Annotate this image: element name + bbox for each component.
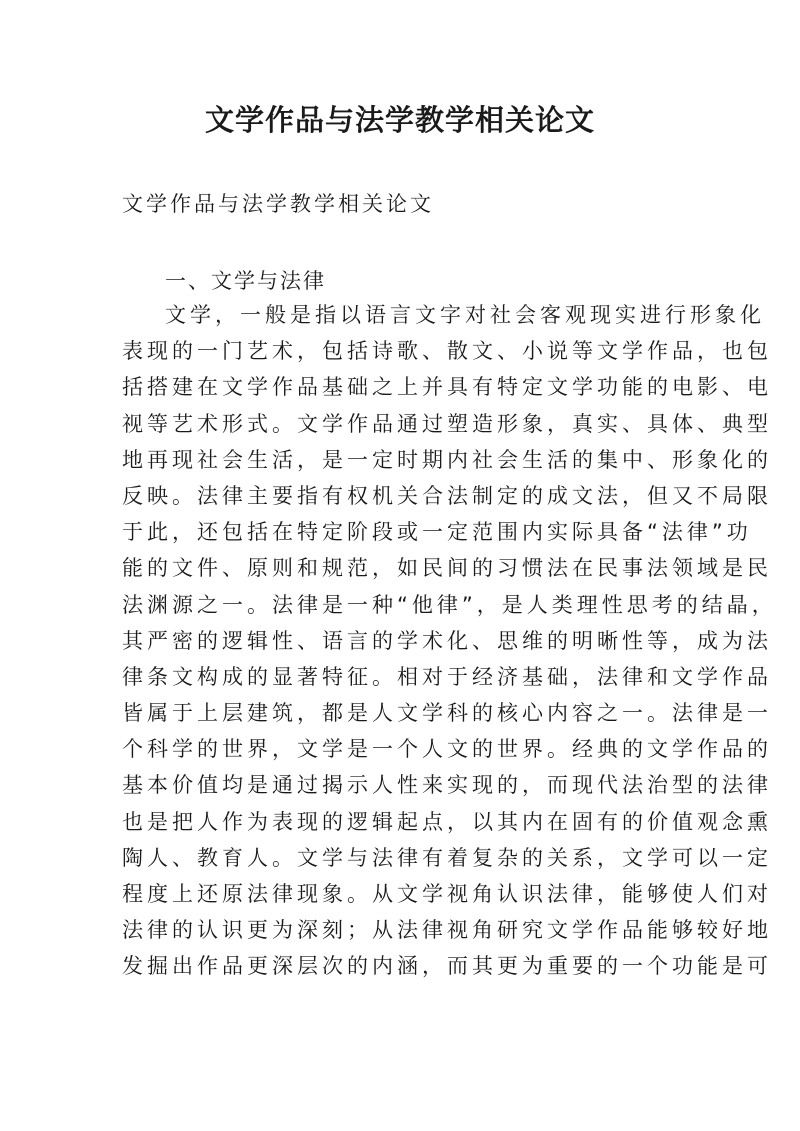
paragraph-line: 地再现社会生活，是一定时期内社会生活的集中、形象化的 (122, 447, 772, 472)
paragraph-line: 能的文件、原则和规范，如民间的习惯法在民事法领域是民 (122, 556, 772, 581)
body-paragraph (122, 297, 777, 985)
paragraph-line: 法律的认识更为深刻；从法律视角研究文学作品能够较好地 (122, 918, 772, 943)
paragraph-line: 文学，一般是指以语言文字对社会客观现实进行形象化 (165, 303, 765, 327)
paragraph-line: 于此，还包括在特定阶段或一定范围内实际具备“法律”功 (122, 520, 752, 545)
paragraph-line: 程度上还原法律现象。从文学视角认识法律，能够使人们对 (122, 882, 772, 906)
paragraph-line: 表现的一门艺术，包括诗歌、散文、小说等文学作品，也包 (122, 339, 772, 364)
paragraph-line: 律条文构成的显著特征。相对于经济基础，法律和文学作品 (122, 664, 772, 689)
paragraph-line: 视等艺术形式。文学作品通过塑造形象，真实、具体、典型 (122, 411, 772, 436)
paragraph-line: 个科学的世界，文学是一个人文的世界。经典的文学作品的 (122, 737, 772, 762)
paragraph-line: 其严密的逻辑性、语言的学术化、思维的明晰性等，成为法 (122, 628, 772, 653)
document-subtitle: 文学作品与法学教学相关论文 (122, 192, 434, 216)
paragraph-line: 陶人、教育人。文学与法律有着复杂的关系，文学可以一定 (122, 845, 772, 870)
paragraph-line: 皆属于上层建筑，都是人文学科的核心内容之一。法律是一 (122, 701, 772, 726)
paragraph-line: 基本价值均是通过揭示人性来实现的，而现代法治型的法律 (122, 773, 772, 798)
paragraph-line: 法渊源之一。法律是一种“他律”，是人类理性思考的结晶， (122, 592, 777, 617)
paragraph-line: 括搭建在文学作品基础之上并具有特定文学功能的电影、电 (122, 375, 772, 400)
paragraph-line: 发掘出作品更深层次的内涵，而其更为重要的一个功能是可 (122, 954, 772, 979)
paragraph-line: 反映。法律主要指有权机关合法制定的成文法，但又不局限 (122, 483, 772, 508)
document-title: 文学作品与法学教学相关论文 (204, 103, 595, 137)
section-heading: 一、文学与法律 (165, 269, 326, 293)
paragraph-line: 也是把人作为表现的逻辑起点，以其内在固有的价值观念熏 (122, 809, 772, 834)
